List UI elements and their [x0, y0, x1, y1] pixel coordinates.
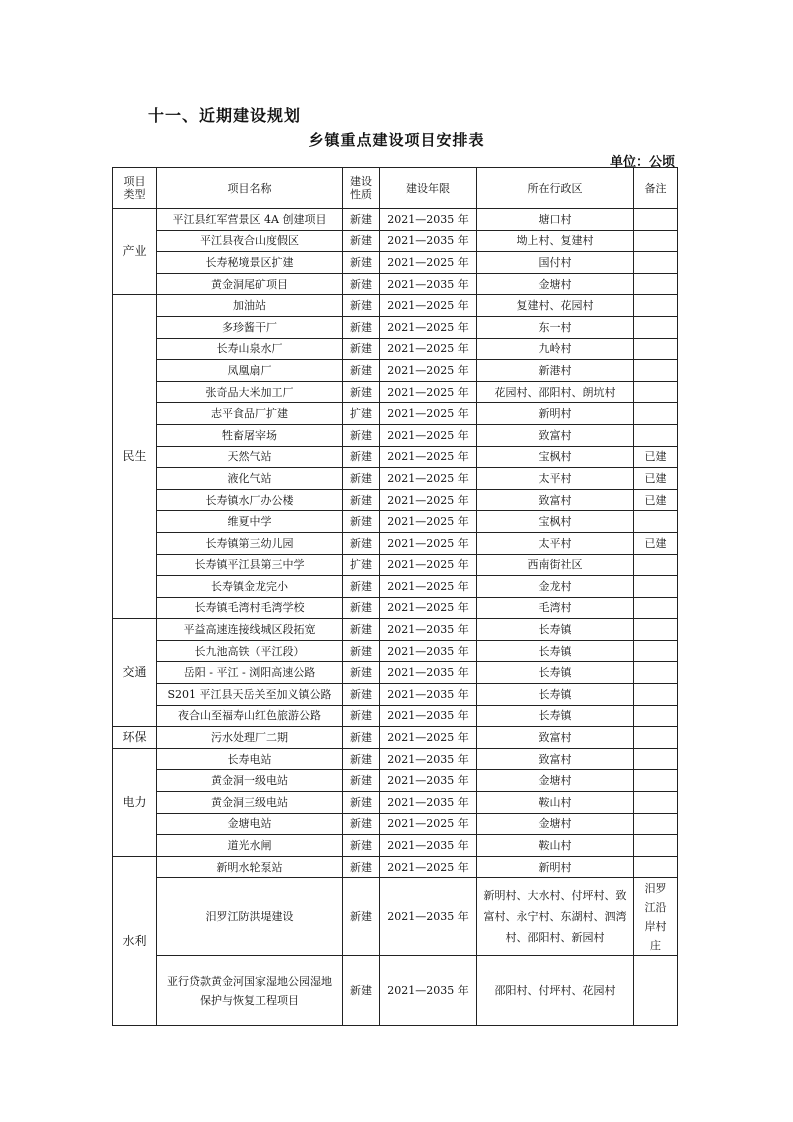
table-row	[113, 576, 678, 598]
project-name-cell: 污水处理厂二期	[157, 727, 343, 749]
period-cell: 2021—2035 年	[380, 619, 477, 641]
location-cell: 复建村、花园村	[477, 295, 634, 317]
table-row	[113, 727, 678, 749]
period-cell: 2021—2035 年	[380, 770, 477, 792]
table-row	[113, 792, 678, 814]
location-cell: 新明村、大水村、付坪村、致富村、永宁村、东湖村、泗湾村、邵阳村、新园村	[477, 878, 634, 956]
period-cell: 2021—2035 年	[380, 640, 477, 662]
project-name-cell: 道光水闸	[157, 835, 343, 857]
nature-cell: 新建	[343, 835, 380, 857]
table-row	[113, 295, 678, 317]
period-cell: 2021—2025 年	[380, 468, 477, 490]
nature-cell: 新建	[343, 360, 380, 382]
project-name-cell: 新明水轮泵站	[157, 856, 343, 878]
location-cell: 金塘村	[477, 813, 634, 835]
period-cell: 2021—2025 年	[380, 316, 477, 338]
table-row	[113, 532, 678, 554]
project-name-cell: 黄金洞三级电站	[157, 792, 343, 814]
project-name-cell: 长寿镇平江县第三中学	[157, 554, 343, 576]
period-cell: 2021—2025 年	[380, 295, 477, 317]
projects-table	[112, 167, 678, 1026]
nature-cell: 新建	[343, 295, 380, 317]
period-cell: 2021—2025 年	[380, 576, 477, 598]
remark-cell	[634, 705, 678, 727]
table-row	[113, 252, 678, 274]
table-row	[113, 273, 678, 295]
project-name-cell: 志平食品厂扩建	[157, 403, 343, 425]
project-name-cell: 长寿镇毛湾村毛湾学校	[157, 597, 343, 619]
project-name-cell: 张奇品大米加工厂	[157, 381, 343, 403]
nature-cell: 新建	[343, 338, 380, 360]
nature-cell: 新建	[343, 424, 380, 446]
category-cell: 水利	[113, 856, 157, 1026]
period-cell: 2021—2025 年	[380, 446, 477, 468]
remark-cell	[634, 209, 678, 231]
remark-cell	[634, 252, 678, 274]
nature-cell: 新建	[343, 640, 380, 662]
nature-cell: 新建	[343, 813, 380, 835]
project-name-cell: 平益高速连接线城区段拓宽	[157, 619, 343, 641]
remark-cell	[634, 316, 678, 338]
remark-cell	[634, 511, 678, 533]
period-cell: 2021—2035 年	[380, 209, 477, 231]
location-cell: 西南街社区	[477, 554, 634, 576]
nature-cell: 新建	[343, 532, 380, 554]
remark-cell	[634, 576, 678, 598]
remark-cell	[634, 835, 678, 857]
remark-cell	[634, 640, 678, 662]
period-cell: 2021—2025 年	[380, 489, 477, 511]
project-name-cell: 亚行贷款黄金河国家湿地公园湿地保护与恢复工程项目	[157, 956, 343, 1026]
project-name-cell: 长寿镇水厂办公楼	[157, 489, 343, 511]
section-heading: 十一、近期建设规划	[148, 106, 302, 125]
remark-cell	[634, 956, 678, 1026]
project-name-cell: 夜合山至福寿山红色旅游公路	[157, 705, 343, 727]
table-body	[113, 209, 678, 1026]
nature-cell: 扩建	[343, 554, 380, 576]
project-name-cell: 长寿电站	[157, 748, 343, 770]
category-cell: 交通	[113, 619, 157, 727]
header-row	[113, 168, 678, 209]
remark-cell	[634, 338, 678, 360]
location-cell: 金塘村	[477, 770, 634, 792]
location-cell: 金龙村	[477, 576, 634, 598]
nature-cell: 新建	[343, 748, 380, 770]
project-name-cell: 平江县夜合山度假区	[157, 230, 343, 252]
remark-cell	[634, 230, 678, 252]
project-name-cell: 牲畜屠宰场	[157, 424, 343, 446]
remark-cell	[634, 770, 678, 792]
location-cell: 新港村	[477, 360, 634, 382]
table-row	[113, 878, 678, 956]
table-row	[113, 316, 678, 338]
project-name-cell: 加油站	[157, 295, 343, 317]
table-row	[113, 684, 678, 706]
location-cell: 致富村	[477, 727, 634, 749]
period-cell: 2021—2025 年	[380, 511, 477, 533]
nature-cell: 新建	[343, 576, 380, 598]
location-cell: 鞍山村	[477, 792, 634, 814]
period-cell: 2021—2025 年	[380, 360, 477, 382]
table-row	[113, 956, 678, 1026]
nature-cell: 新建	[343, 662, 380, 684]
location-cell: 新明村	[477, 403, 634, 425]
table-row	[113, 381, 678, 403]
nature-cell: 新建	[343, 770, 380, 792]
period-cell: 2021—2025 年	[380, 532, 477, 554]
table-row	[113, 424, 678, 446]
location-cell: 长寿镇	[477, 619, 634, 641]
period-cell: 2021—2025 年	[380, 338, 477, 360]
table-row	[113, 748, 678, 770]
project-name-cell: 长寿秘境景区扩建	[157, 252, 343, 274]
header-category: 项目类型	[113, 168, 157, 209]
project-name-cell: 汨罗江防洪堤建设	[157, 878, 343, 956]
remark-cell: 汨罗江沿岸村庄	[634, 878, 678, 956]
table-row	[113, 446, 678, 468]
nature-cell: 新建	[343, 209, 380, 231]
period-cell: 2021—2025 年	[380, 424, 477, 446]
project-name-cell: 金塘电站	[157, 813, 343, 835]
table-row	[113, 813, 678, 835]
table-row	[113, 230, 678, 252]
nature-cell: 新建	[343, 878, 380, 956]
table-row	[113, 770, 678, 792]
location-cell: 塘口村	[477, 209, 634, 231]
period-cell: 2021—2025 年	[380, 813, 477, 835]
remark-cell	[634, 360, 678, 382]
remark-cell	[634, 662, 678, 684]
period-cell: 2021—2035 年	[380, 792, 477, 814]
project-name-cell: 岳阳 - 平江 - 浏阳高速公路	[157, 662, 343, 684]
location-cell: 太平村	[477, 532, 634, 554]
nature-cell: 新建	[343, 316, 380, 338]
location-cell: 长寿镇	[477, 684, 634, 706]
period-cell: 2021—2025 年	[380, 597, 477, 619]
project-name-cell: 黄金洞一级电站	[157, 770, 343, 792]
nature-cell: 新建	[343, 597, 380, 619]
table-row	[113, 554, 678, 576]
table-row	[113, 209, 678, 231]
period-cell: 2021—2025 年	[380, 403, 477, 425]
remark-cell	[634, 273, 678, 295]
table-row	[113, 640, 678, 662]
header-nature: 建设性质	[343, 168, 380, 209]
nature-cell: 新建	[343, 856, 380, 878]
nature-cell: 新建	[343, 468, 380, 490]
project-name-cell: 长寿镇金龙完小	[157, 576, 343, 598]
location-cell: 长寿镇	[477, 640, 634, 662]
location-cell: 宝枫村	[477, 511, 634, 533]
project-name-cell: 平江县红军营景区 4A 创建项目	[157, 209, 343, 231]
nature-cell: 新建	[343, 381, 380, 403]
period-cell: 2021—2025 年	[380, 856, 477, 878]
remark-cell	[634, 295, 678, 317]
period-cell: 2021—2035 年	[380, 705, 477, 727]
category-cell: 环保	[113, 727, 157, 749]
location-cell: 东一村	[477, 316, 634, 338]
period-cell: 2021—2035 年	[380, 878, 477, 956]
table-row	[113, 468, 678, 490]
remark-cell: 已建	[634, 468, 678, 490]
nature-cell: 新建	[343, 956, 380, 1026]
location-cell: 太平村	[477, 468, 634, 490]
table-row	[113, 662, 678, 684]
nature-cell: 新建	[343, 489, 380, 511]
nature-cell: 新建	[343, 273, 380, 295]
location-cell: 长寿镇	[477, 662, 634, 684]
project-name-cell: 维夏中学	[157, 511, 343, 533]
nature-cell: 新建	[343, 230, 380, 252]
nature-cell: 新建	[343, 792, 380, 814]
remark-cell	[634, 424, 678, 446]
period-cell: 2021—2035 年	[380, 684, 477, 706]
location-cell: 宝枫村	[477, 446, 634, 468]
nature-cell: 新建	[343, 511, 380, 533]
category-cell: 民生	[113, 295, 157, 619]
remark-cell: 已建	[634, 446, 678, 468]
remark-cell	[634, 381, 678, 403]
table-row	[113, 705, 678, 727]
project-name-cell: 黄金洞尾矿项目	[157, 273, 343, 295]
location-cell: 致富村	[477, 489, 634, 511]
table-title: 乡镇重点建设项目安排表	[308, 131, 485, 149]
location-cell: 九岭村	[477, 338, 634, 360]
table-row	[113, 597, 678, 619]
period-cell: 2021—2035 年	[380, 956, 477, 1026]
header-location: 所在行政区	[477, 168, 634, 209]
period-cell: 2021—2025 年	[380, 381, 477, 403]
location-cell: 新明村	[477, 856, 634, 878]
remark-cell	[634, 684, 678, 706]
period-cell: 2021—2025 年	[380, 252, 477, 274]
remark-cell	[634, 727, 678, 749]
table-row	[113, 360, 678, 382]
location-cell: 邵阳村、付坪村、花园村	[477, 956, 634, 1026]
project-name-cell: 长寿镇第三幼儿园	[157, 532, 343, 554]
period-cell: 2021—2035 年	[380, 748, 477, 770]
project-name-cell: 液化气站	[157, 468, 343, 490]
period-cell: 2021—2035 年	[380, 662, 477, 684]
unit-label: 单位：公顷	[609, 155, 675, 170]
table-row	[113, 619, 678, 641]
remark-cell	[634, 597, 678, 619]
project-name-cell: 长九池高铁（平江段）	[157, 640, 343, 662]
remark-cell	[634, 813, 678, 835]
remark-cell	[634, 619, 678, 641]
table-row	[113, 338, 678, 360]
location-cell: 花园村、邵阳村、朗坑村	[477, 381, 634, 403]
location-cell: 毛湾村	[477, 597, 634, 619]
period-cell: 2021—2035 年	[380, 230, 477, 252]
nature-cell: 新建	[343, 727, 380, 749]
table-row	[113, 511, 678, 533]
location-cell: 鞍山村	[477, 835, 634, 857]
nature-cell: 新建	[343, 619, 380, 641]
period-cell: 2021—2025 年	[380, 554, 477, 576]
table-row	[113, 856, 678, 878]
remark-cell	[634, 554, 678, 576]
project-name-cell: 长寿山泉水厂	[157, 338, 343, 360]
location-cell: 致富村	[477, 424, 634, 446]
project-name-cell: 凤凰扇厂	[157, 360, 343, 382]
project-name-cell: 天然气站	[157, 446, 343, 468]
location-cell: 致富村	[477, 748, 634, 770]
project-name-cell: 多珍酱干厂	[157, 316, 343, 338]
remark-cell: 已建	[634, 532, 678, 554]
period-cell: 2021—2035 年	[380, 835, 477, 857]
remark-cell	[634, 748, 678, 770]
nature-cell: 新建	[343, 705, 380, 727]
remark-cell	[634, 856, 678, 878]
period-cell: 2021—2025 年	[380, 727, 477, 749]
project-name-cell: S201 平江县天岳关至加义镇公路	[157, 684, 343, 706]
location-cell: 长寿镇	[477, 705, 634, 727]
header-period: 建设年限	[380, 168, 477, 209]
location-cell: 国付村	[477, 252, 634, 274]
header-remark: 备注	[634, 168, 678, 209]
remark-cell: 已建	[634, 489, 678, 511]
location-cell: 坳上村、复建村	[477, 230, 634, 252]
category-cell: 电力	[113, 748, 157, 856]
nature-cell: 扩建	[343, 403, 380, 425]
category-cell: 产业	[113, 209, 157, 295]
table-row	[113, 489, 678, 511]
header-name: 项目名称	[157, 168, 343, 209]
location-cell: 金塘村	[477, 273, 634, 295]
remark-cell	[634, 792, 678, 814]
nature-cell: 新建	[343, 684, 380, 706]
nature-cell: 新建	[343, 252, 380, 274]
table-row	[113, 835, 678, 857]
period-cell: 2021—2035 年	[380, 273, 477, 295]
remark-cell	[634, 403, 678, 425]
table-row	[113, 403, 678, 425]
nature-cell: 新建	[343, 446, 380, 468]
